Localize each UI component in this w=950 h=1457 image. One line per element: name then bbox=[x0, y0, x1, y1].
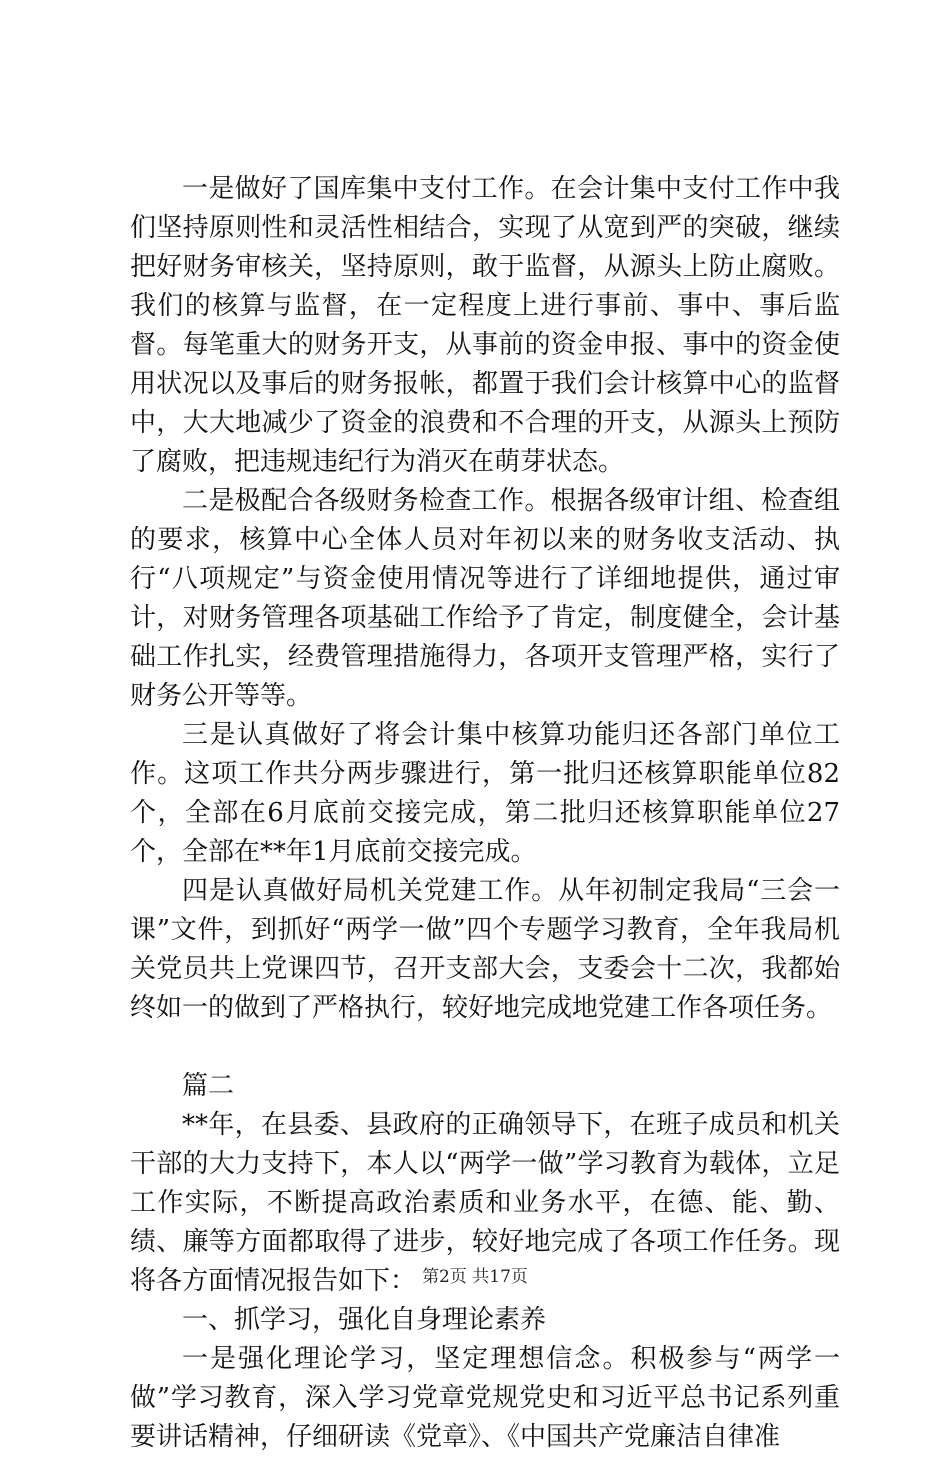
paragraph-financial-inspection: 二是极配合各级财务检查工作。根据各级审计组、检查组的要求，核算中心全体人员对年初以来的财务收支活动、执行“八项规定”与资金使用情况等进行了详细地提供，通过审计，对财务管理各项基础工作给予了肯定，制度健全，会计基础工作扎实，经费管理措施得力，各项开支管理严格，实行了财务公开等等。 bbox=[130, 486, 840, 711]
paragraph-treasury-payment: 一是做好了国库集中支付工作。在会计集中支付工作中我们坚持原则性和灵活性相结合，实现了从宽到严的突破，继续把好财务审核关，坚持原则，敢于监督，从源头上防止腐败。我们的核算与监督，在一定程度上进行事前、事中、事后监督。每笔重大的财务开支，从事前的资金申报、事中的资金使用状况以及事后的财务报帐，都置于我们会计核算中心的监督中，大大地减少了资金的浪费和不合理的开支，从源头上预防了腐败，把违规违纪行为消灭在萌芽状态。 bbox=[130, 174, 840, 477]
paragraph-party-building: 四是认真做好局机关党建工作。从年初制定我局“三会一课”文件，到抓好“两学一做”四个专题学习教育，全年我局机关党员共上党课四节，召开支部大会，支委会十二次，我都始终如一的做到了严格执行，较好地完成地党建工作各项任务。 bbox=[130, 876, 840, 1023]
section-spacer bbox=[130, 1028, 840, 1067]
section-title: 篇二 bbox=[182, 1071, 235, 1101]
paragraph-theory-study: 一是强化理论学习，坚定理想信念。积极参与“两学一做”学习教育，深入学习党章党规党史和习近平总书记系列重要讲话精神，仔细研读《党章》、《中国共产党廉洁自律准 bbox=[130, 1344, 840, 1452]
paragraph-annual-summary: **年，在县委、县政府的正确领导下，在班子成员和机关干部的大力支持下，本人以“两学一做”学习教育为载体，立足工作实际，不断提高政治素质和业务水平，在德、能、勤、绩、廉等方面都取得了进步，较好地完成了各项工作任务。现将各方面情况报告如下： bbox=[130, 1110, 840, 1296]
page-footer: 第2页 共17页 bbox=[422, 1267, 528, 1287]
paragraph-accounting-return: 三是认真做好了将会计集中核算功能归还各部门单位工作。这项工作共分两步骤进行，第一批归还核算职能单位82个，全部在6月底前交接完成，第二批归还核算职能单位27个，全部在**年1月底前交接完成。 bbox=[130, 720, 840, 867]
subheading-study: 一、抓学习，强化自身理论素养 bbox=[182, 1305, 547, 1335]
